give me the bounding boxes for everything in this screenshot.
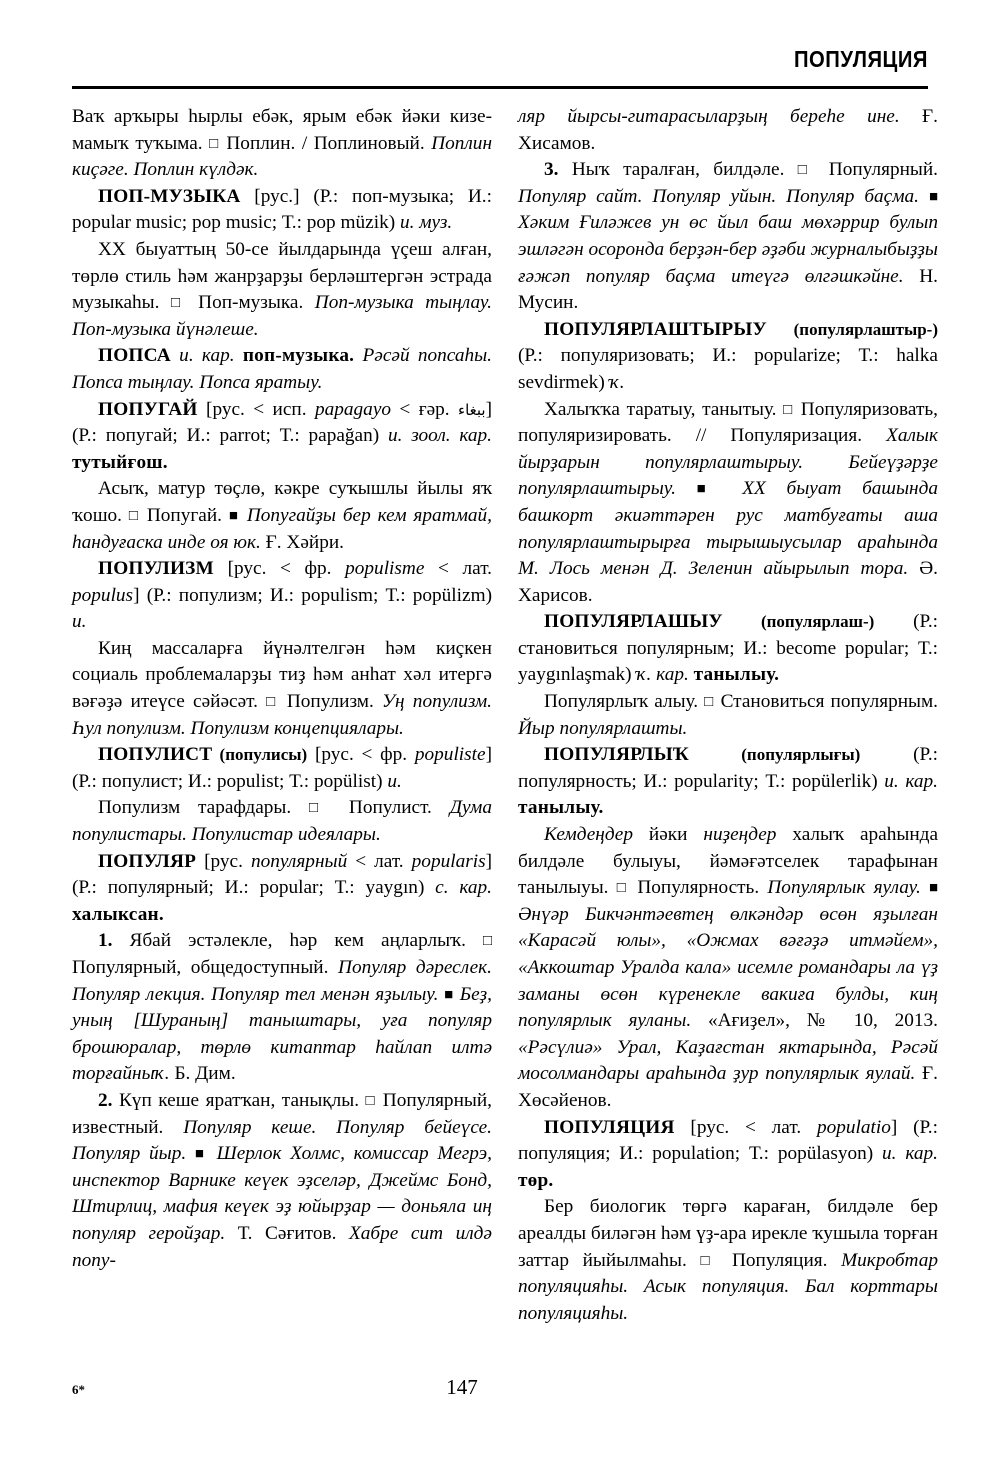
gloss-marker-icon [209, 133, 220, 154]
sense-definition: Ныҡ таралған, билдәле. [558, 159, 798, 181]
examples: Уң популизм. Һул популизм. Популизм концепциялары. [72, 691, 492, 739]
definition: Популизм тарафдары. [98, 797, 310, 819]
grammar-label: с. кар. [435, 877, 492, 899]
etymology-source: populiste [414, 744, 486, 766]
sense-citation-continued: Хабре сит илдә попу- [72, 1222, 492, 1271]
examples: Поп-музыка тыңлау. Поп-музыка йүнәлеше. [72, 292, 493, 340]
citation-marker-icon [444, 984, 454, 1005]
entry-populist-head [72, 742, 492, 795]
citation-author: Н. Мусин. [518, 265, 938, 314]
grammar-label: ҡ. кар. [636, 664, 694, 686]
definition: халыҡ араһында билдәле булыуы, йәмәғәтселек тарафынан танылыуы. [518, 824, 938, 899]
examples: Йыр популярлашты. [518, 717, 688, 739]
entry-populist-body [72, 795, 492, 848]
headword: ПОПУЛИЗМ [98, 558, 214, 580]
sense-citation: Шерлок Холмс, комиссар Мегрэ, инспектор Варнике кеүек эҙселәр, Джеймс Бонд, Штирлиц, мафия кеүек эҙ юйырҙар — доньяла иң популяр геройҙар. [72, 1143, 492, 1244]
citation-marker-icon [229, 505, 240, 526]
gloss: Популизм. [286, 691, 383, 713]
gloss-marker-icon [617, 877, 629, 898]
entry-populyar-sense-2 [72, 1088, 492, 1274]
citation-continuation: ляр йырсы-гитарасыларҙың береһе ине. [518, 106, 900, 127]
entry-populizm-body [72, 636, 492, 742]
headword: ПОПУЛЯЦИЯ [544, 1116, 675, 1138]
gloss-marker-icon [366, 1090, 377, 1111]
headword-variant: (популярлаштыр-) [766, 319, 938, 339]
entry-populyarlashtyryu-head [518, 317, 938, 397]
citation-source: «Ағиҙел», № 10, 2013. [691, 1010, 938, 1032]
header-rule [72, 86, 928, 89]
poplin-definition: Ваҡ арҡыры һырлы ебәк, ярым ебәк йәки кизе-мамыҡ туҡыма. [72, 106, 492, 154]
citation: ХХ быуат башында башкорт әкиәттәрен рус матбуғаты аша популярлаштырырға тырышыусылар араһында М. Лось менән Д. Зеленин айырылып тора. [518, 478, 938, 580]
gloss-marker-icon [129, 505, 140, 526]
grammar-label: и. [72, 611, 87, 633]
gloss-marker-icon [483, 930, 492, 951]
citation-author: Ғ. Хәйри. [260, 531, 345, 553]
entry-pop-muzyka-head [72, 184, 492, 237]
definition: Киң массаларға йүнәлтелгән һәм киçкен социаль проблемаларҙы тиҙ һәм анһат хәл итергә вәғәҙә итеүсе сәйәсәт. [72, 637, 492, 713]
definition-term-1: Кемдеңдер [544, 824, 634, 846]
etymology-prefix: [рус. < исп. [197, 398, 315, 420]
equivalents: (Р.: популизм; И.: populism; Т.: popülizm) [146, 584, 493, 606]
entry-populyarlyk-head [518, 742, 938, 822]
entry-populizm-head [72, 556, 492, 636]
etymology-source-1: популярный [250, 850, 348, 872]
headword: ПОП-МУЗЫКА [98, 185, 241, 207]
sense-gloss: Популярный, общедоступный. [72, 957, 339, 978]
headword: ПОПСА [98, 345, 171, 367]
headword: ПОПУЛЯР [98, 850, 197, 872]
definition: Халыҡҡа таратыу, танытыу. [544, 398, 784, 420]
citation-author: Т. Сәғитов. [225, 1222, 337, 1244]
gloss: Популяция. [731, 1249, 842, 1271]
etymology-suffix: ] [485, 744, 492, 766]
grammar-label: и. [387, 770, 402, 792]
entry-populyar-sense-1 [72, 928, 492, 1088]
gloss-marker-icon [309, 797, 331, 818]
equivalents: (Р.: поп-музыка; И.: popular music; pop music; Т.: pop müzik) [72, 185, 492, 234]
sense-examples: Популяр сайт. Популяр уйын. Популяр баçма. [518, 185, 929, 207]
page-footer [72, 1368, 928, 1398]
sense-definition: Ябай эстәлекле, һәр кем аңларлыҡ. [112, 930, 483, 952]
equivalents: (Р.: популист; И.: populist; Т.: popülist) [72, 770, 388, 792]
gloss-marker-icon [171, 292, 187, 313]
definition: Популярлыҡ алыу. [544, 691, 705, 713]
headword: ПОПУГАЙ [98, 398, 198, 420]
citation-author: Ғ. Хисамов. [518, 106, 938, 154]
entry-populyar-sense-3 [518, 157, 938, 317]
grammar-label: и. кар. [882, 1143, 938, 1165]
grammar-label: и. кар. [170, 345, 243, 367]
signature-mark: 6* [72, 1382, 85, 1397]
headword: ПОПУЛЯРЛАШЫУ [544, 611, 723, 633]
etymology-prefix: [рус. < фр. [213, 558, 346, 580]
entry-populyatsiya-body [518, 1194, 938, 1327]
gloss-marker-icon [266, 691, 278, 712]
grammar-label: и. зоол. кар. [387, 425, 492, 447]
citation-marker-icon [697, 478, 722, 499]
sense-definition: Күп кеше яратҡан, танықлы. [112, 1089, 366, 1111]
sense-number: 1. [98, 930, 113, 952]
citation-marker-icon [929, 877, 938, 898]
etymology-source: populatio [816, 1116, 891, 1138]
headword-variant: (популярлығы) [689, 745, 861, 765]
citation-marker-icon [929, 186, 938, 207]
examples: Рәсәй попсаһы. Попса тыңлау. Попса яратыу. [72, 345, 493, 393]
headword-variant: (популисы) [212, 745, 308, 765]
etymology-source-1: populisme [345, 558, 425, 580]
entry-populyatsiya-head [518, 1115, 938, 1195]
gloss-marker-icon [783, 399, 794, 420]
definition: Бер биологик төргә караған, билдәле бер ареалды биләгән һәм үҙ-ара ирекле ҡушыла торған заттар йыйылмаһы. [518, 1196, 938, 1271]
citation-author: Б. Дим. [169, 1063, 236, 1085]
cross-reference: танылыу. [693, 664, 780, 686]
etymology-suffix: ] [133, 584, 147, 606]
sense-gloss: Популярный, известный. [72, 1089, 492, 1138]
etymology-prefix: [рус. < лат. [674, 1116, 817, 1138]
headword: ПОПУЛЯРЛЫҠ [544, 744, 690, 766]
headword: ПОПУЛЯРЛАШТЫРЫУ [544, 318, 767, 340]
gloss: Популист. [348, 797, 450, 819]
poplin-gloss: Поплин. / Поплиновый. [226, 132, 432, 154]
equivalents: (Р.: популярный; И.: popular; Т.: yaygın) [72, 877, 436, 899]
citation-author: Ғ. Хөсәйенов. [518, 1063, 938, 1111]
sense-citation: Хәким Ғиләжев ун өс йыл баш мөхәррир булып эшләгән осоронда берҙән-бер әҙәби журналыбыҙҙы ғәжәп популяр баçма итеүгә өлгәшкәйне. [518, 212, 938, 287]
etymology-prefix: [рус. [196, 850, 251, 872]
right-column [518, 104, 939, 1324]
etymology: [рус.] [240, 185, 314, 207]
entry-pop-muzyka-body [72, 237, 492, 343]
arabic-etymology: ببغاء [458, 400, 486, 419]
gloss: Популяризовать, популяризировать. // Популяризация. [518, 398, 938, 447]
gloss-marker-icon [704, 691, 714, 712]
entry-populyarlashtyryu-body [518, 397, 938, 610]
definition: Асыҡ, матур төçлө, кәкре суҡышлы йылы яҡ ҡошо. [72, 478, 492, 526]
gloss: Популярность. [637, 877, 768, 899]
etymology-suffix: ] [485, 398, 493, 420]
body-columns [72, 104, 939, 1324]
citation: Әнүәр Бикчәнтәевтең өлкәндәр өсөн яҙылған «Карасәй юлы», «Ожмах вәғәҙә итмәйем», «Аккоштар Уралда кала» исемле романдары ла үҙ заманы өсөн күренекле вакиға булды, киң популярлык яуланы. [518, 903, 938, 1032]
sense-examples: Популяр кеше. Популяр бейеүсе. Популяр йыр. [72, 1116, 493, 1165]
page-number: 147 [446, 1375, 478, 1399]
etymology-source-2: popularis [411, 850, 486, 872]
etymology-middle: < лат. [424, 558, 492, 580]
entry-populyar-citation-continued [518, 104, 938, 157]
definition: ХХ быуаттың 50-се йылдарында үçеш алған, төрлө стиль һәм жанрҙарҙы берләштергән эстрада музыкаһы. [72, 238, 492, 314]
entry-populyarlashyu-head [518, 609, 938, 689]
sense-examples: Популяр дәреслек. Популяр лекция. Популяр тел менән яҙылыу. [72, 957, 492, 1005]
gloss: Поп-музыка. [198, 292, 315, 314]
definition-term-2: ниҙеңдер [703, 824, 777, 846]
entry-populyarlashyu-body [518, 689, 938, 742]
cross-reference: тутыйғош. [72, 451, 168, 473]
grammar-label: ҡ. [609, 371, 625, 393]
poplin-examples: Поплин киçәге. Поплин күлдәк. [72, 132, 493, 181]
left-column [72, 104, 492, 1320]
entry-popugay-body [72, 476, 492, 556]
gloss-marker-icon [700, 1250, 718, 1271]
etymology-prefix: [рус. < фр. [307, 744, 415, 766]
equivalents: (Р.: становиться популярным; И.: become popular; Т.: yaygınlaşmak) [518, 611, 938, 686]
entry-popugay-head [72, 397, 492, 477]
running-head: ПОПУЛЯЦИЯ [793, 46, 928, 72]
equivalents: (Р.: популярность; И.: popularity; Т.: popülerlik) [518, 744, 939, 792]
etymology-middle: < ғәр. [391, 398, 459, 420]
definition-middle: йәки [633, 824, 704, 846]
sense-number: 2. [98, 1089, 113, 1111]
examples: Популярлык яулау. [767, 877, 929, 899]
entry-poplin-tail [72, 104, 492, 184]
citation-marker-icon [195, 1143, 208, 1164]
cross-reference: поп-музыка. [242, 345, 355, 367]
entry-popsa [72, 343, 492, 396]
citation-author: Ә. Харисов. [518, 558, 938, 606]
sense-gloss: Популярный. [828, 159, 939, 181]
equivalents: (Р.: популяция; И.: population; Т.: popülasyon) [518, 1116, 938, 1165]
headword-variant: (популярлаш-) [722, 612, 875, 632]
entry-populyarlyk-body [518, 822, 938, 1115]
examples: Дума популистары. Популистар идеялары. [72, 797, 492, 846]
etymology-suffix: ] [485, 850, 493, 872]
equivalents: (Р.: попугай; И.: parrot; Т.: papağan) [72, 425, 388, 447]
etymology-source-2: populus [72, 584, 134, 606]
entry-populyar-head [72, 849, 492, 929]
grammar-label: и. кар. [884, 770, 938, 792]
gloss: Попугай. [146, 504, 229, 526]
cross-reference: төр. [518, 1169, 554, 1191]
examples: Микробтар популяцияһы. Асык популяция. Бал корттары популяцияһы. [518, 1249, 938, 1324]
cross-reference: танылыу. [518, 797, 604, 819]
grammar-label: и. муз. [399, 212, 453, 234]
sense-citation: Беҙ, уның [Шураның] таныштары, уға популяр брошюралар, төрлө китаптар һайлап илтә торғайныҡ. [72, 983, 492, 1085]
cross-reference: халыксан. [72, 903, 164, 925]
sense-number: 3. [544, 159, 559, 181]
etymology-suffix: ] [890, 1116, 914, 1138]
etymology-middle: < лат. [347, 850, 412, 872]
etymology-source: papagayo [314, 398, 392, 420]
citation-2: «Рәсүлиә» Урал, Каҙағстан яктарында, Рәсәй мосолмандары араһында ҙур популярлык яулай. [518, 1036, 938, 1085]
equivalents: (Р.: популяризовать; И.: popularize; Т.: halka sevdirmek) [518, 345, 938, 393]
gloss: Становиться популярным. [720, 691, 939, 713]
headword: ПОПУЛИСТ [98, 744, 213, 766]
gloss-marker-icon [798, 159, 816, 180]
citation: Попугайҙы бер кем яратмай, һандуғаска инде оя юк. [72, 504, 492, 553]
examples: Халык йырҙарын популярлаштырыу. Бейеүҙәрҙе популярлаштырыу. [518, 425, 938, 500]
